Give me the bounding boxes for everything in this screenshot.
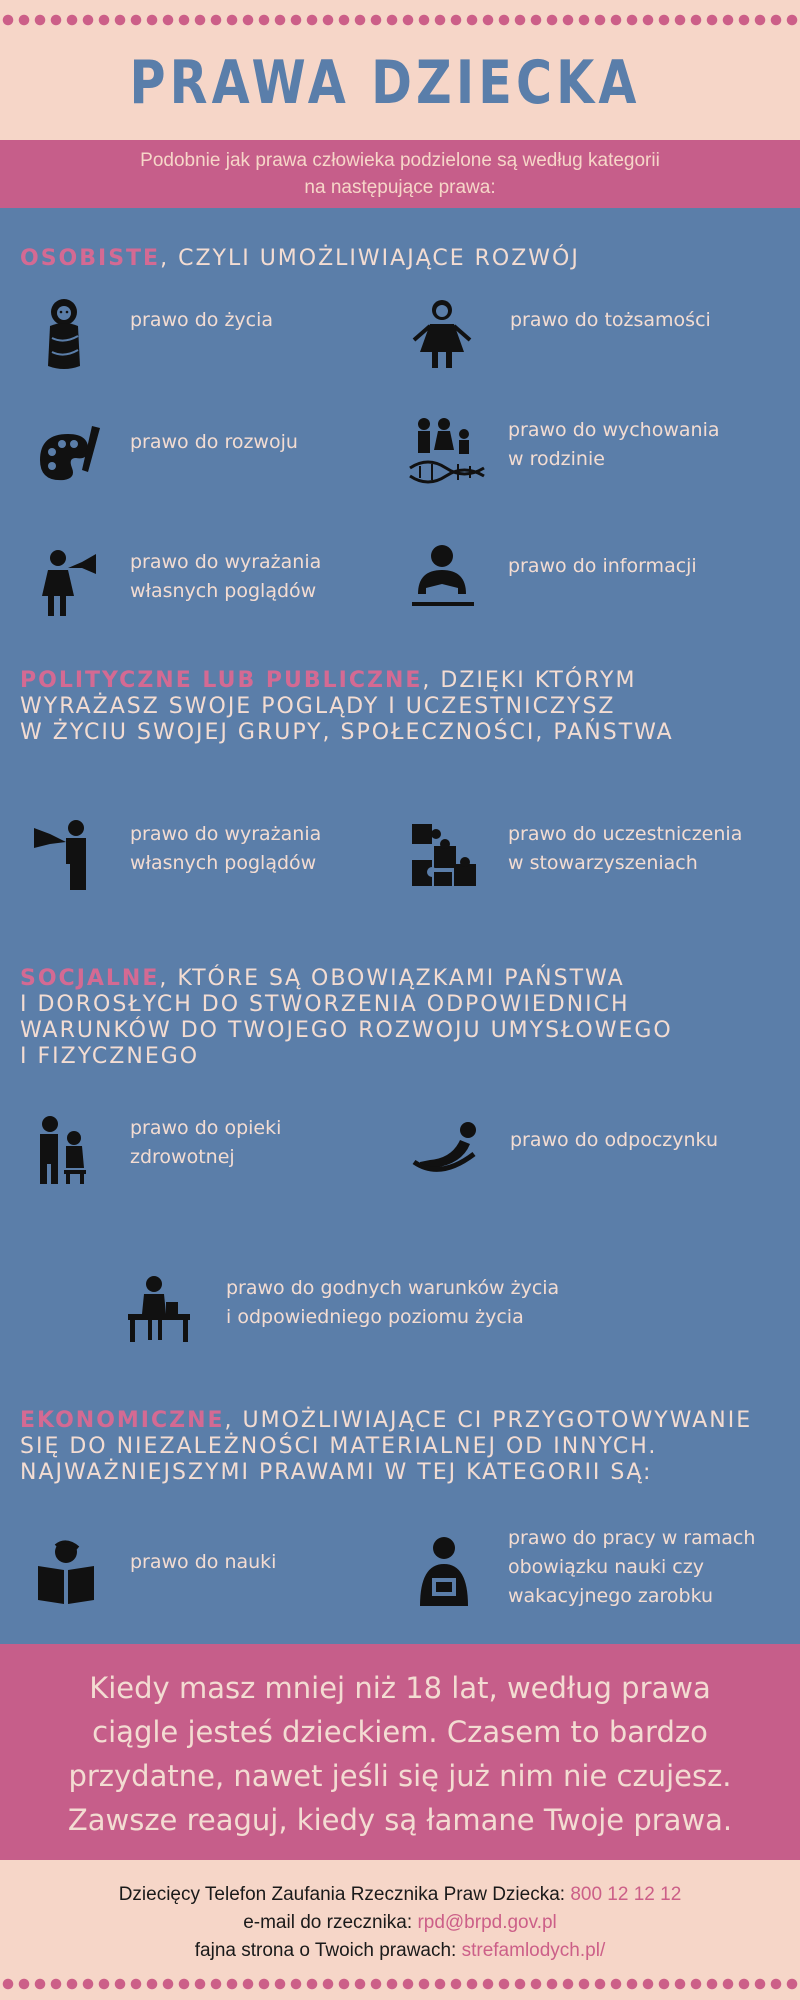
right-expression-political-label [130,820,410,878]
right-information [408,544,768,614]
section-economic-rest: , UMOŻLIWIAJĄCE CI PRZYGOTOWYWANIE [224,1408,753,1433]
right-identity [410,298,770,368]
section-political-line-1 [20,668,800,694]
right-health [30,1114,390,1184]
reader-icon [408,544,488,616]
section-political-rest: , DZIĘKI KTÓRYM [422,668,637,693]
page-title: PRAWA DZIECKA [129,48,641,118]
girl-icon [410,298,490,370]
footer-email-label: e-mail do rzecznika: [243,1912,418,1933]
right-life [30,298,390,368]
right-health-label [130,1114,410,1172]
loudspeaker-person-icon [30,820,110,892]
right-development [30,420,390,490]
right-education [30,1540,390,1610]
section-social-rest: , KTÓRE SĄ OBOWIĄZKAMI PAŃSTWA [159,966,625,991]
closing-line-1: Kiedy masz mniej niż 18 lat, według prawa [89,1671,711,1705]
right-expression-political-line-2: własnych poglądów [130,852,317,874]
right-upbringing [408,416,768,486]
section-economic-heading [20,1408,800,1486]
right-life-label: prawo do życia [130,309,274,331]
right-work-line-3: wakacyjnego zarobku [508,1585,714,1607]
footer-site-label: fajna strona o Twoich prawach: [194,1940,462,1961]
right-work-label [508,1524,788,1611]
right-living-line-2: i odpowiedniego poziomu życia [226,1306,524,1328]
footer-site-link[interactable]: strefamlodych.pl/ [461,1940,606,1961]
section-economic-line-1 [20,1408,800,1434]
right-health-line-2: zdrowotnej [130,1146,235,1168]
closing-line-4: Zawsze reaguj, kiedy są łamane Twoje prawa. [67,1803,733,1837]
section-political-heading [20,668,800,746]
closing-message [10,1666,790,1842]
closing-message-band [0,1644,800,1860]
right-living [126,1274,646,1344]
baby-icon [30,298,110,370]
right-rest [410,1118,770,1188]
right-upbringing-label [508,416,788,474]
right-upbringing-line-1: prawo do wychowania [508,419,720,441]
right-association-label [508,820,788,878]
closing-line-2: ciągle jesteś dzieckiem. Czasem to bardzo [92,1715,708,1749]
bottom-dot-border [0,1976,800,1992]
section-economic-accent: EKONOMICZNE [20,1408,225,1433]
palette-icon [30,420,110,492]
footer-email [0,1912,800,1934]
section-economic-line-3: NAJWAŻNIEJSZYMI PRAWAMI W TEJ KATEGORII SĄ: [20,1460,653,1485]
intro-band [0,140,800,208]
right-association [408,820,768,890]
right-expression-political [30,820,390,890]
section-social-line-2: I DOROSŁYCH DO STWORZENIA ODPOWIEDNICH [20,992,630,1017]
study-desk-icon [126,1274,206,1346]
section-social-accent: SOCJALNE [20,966,160,991]
intro-line-1: Podobnie jak prawa człowieka podzielone są według kategorii [140,150,660,171]
section-social-line-1 [20,966,800,992]
section-personal-rest: , CZYLI UMOŻLIWIAJĄCE ROZWÓJ [160,246,580,271]
right-expression-personal-line-2: własnych poglądów [130,580,317,602]
right-work [408,1527,768,1607]
right-living-line-1: prawo do godnych warunków życia [226,1277,560,1299]
section-social-line-3: WARUNKÓW DO TWOJEGO ROZWOJU UMYSŁOWEGO [20,1018,673,1043]
doctor-patient-icon [30,1114,110,1186]
section-economic-line-2: SIĘ DO NIEZALEŻNOŚCI MATERIALNEJ OD INNYCH. [20,1434,658,1459]
right-upbringing-line-2: w rodzinie [508,448,605,470]
footer-phone-number[interactable]: 800 12 12 12 [570,1884,682,1905]
right-information-label: prawo do informacji [508,555,697,577]
right-expression-personal-label [130,548,410,606]
section-social-line-4: I FIZYCZNEGO [20,1044,200,1069]
right-expression-personal [30,548,390,618]
section-personal-accent: OSOBISTE [20,246,161,271]
right-association-line-2: w stowarzyszeniach [508,852,698,874]
footer-site [0,1940,800,1962]
right-expression-personal-line-1: prawo do wyrażania [130,551,322,573]
right-identity-label: prawo do tożsamości [510,309,711,331]
footer-phone [0,1884,800,1906]
right-rest-label: prawo do odpoczynku [510,1129,718,1151]
top-dot-border [0,12,800,28]
right-health-line-1: prawo do opieki [130,1117,282,1139]
right-education-label: prawo do nauki [130,1551,277,1573]
worker-icon [408,1536,488,1608]
intro-text [0,147,800,201]
student-book-icon [30,1540,110,1612]
section-political-line-3: W ŻYCIU SWOJEJ GRUPY, SPOŁECZNOŚCI, PAŃSTWA [20,720,674,745]
right-association-line-1: prawo do uczestniczenia [508,823,743,845]
lounge-chair-icon [410,1118,490,1190]
puzzle-icon [408,820,488,892]
section-social-heading [20,966,800,1070]
family-dna-icon [408,416,488,488]
footer-phone-label: Dziecięcy Telefon Zaufania Rzecznika Praw Dziecka: [118,1884,571,1905]
closing-line-3: przydatne, nawet jeśli się już nim nie czujesz. [68,1759,732,1793]
megaphone-child-icon [30,548,110,620]
section-personal-heading [20,246,800,272]
rights-panel [0,208,800,1644]
right-work-line-1: prawo do pracy w ramach [508,1527,756,1549]
intro-line-2: na następujące prawa: [304,177,496,198]
section-political-accent: POLITYCZNE LUB PUBLICZNE [20,668,423,693]
right-living-label [226,1274,646,1332]
right-expression-political-line-1: prawo do wyrażania [130,823,322,845]
right-work-line-2: obowiązku nauki czy [508,1556,704,1578]
section-political-line-2: WYRAŻASZ SWOJE POGLĄDY I UCZESTNICZYSZ [20,694,616,719]
right-development-label: prawo do rozwoju [130,431,298,453]
footer-email-link[interactable]: rpd@brpd.gov.pl [417,1912,557,1933]
